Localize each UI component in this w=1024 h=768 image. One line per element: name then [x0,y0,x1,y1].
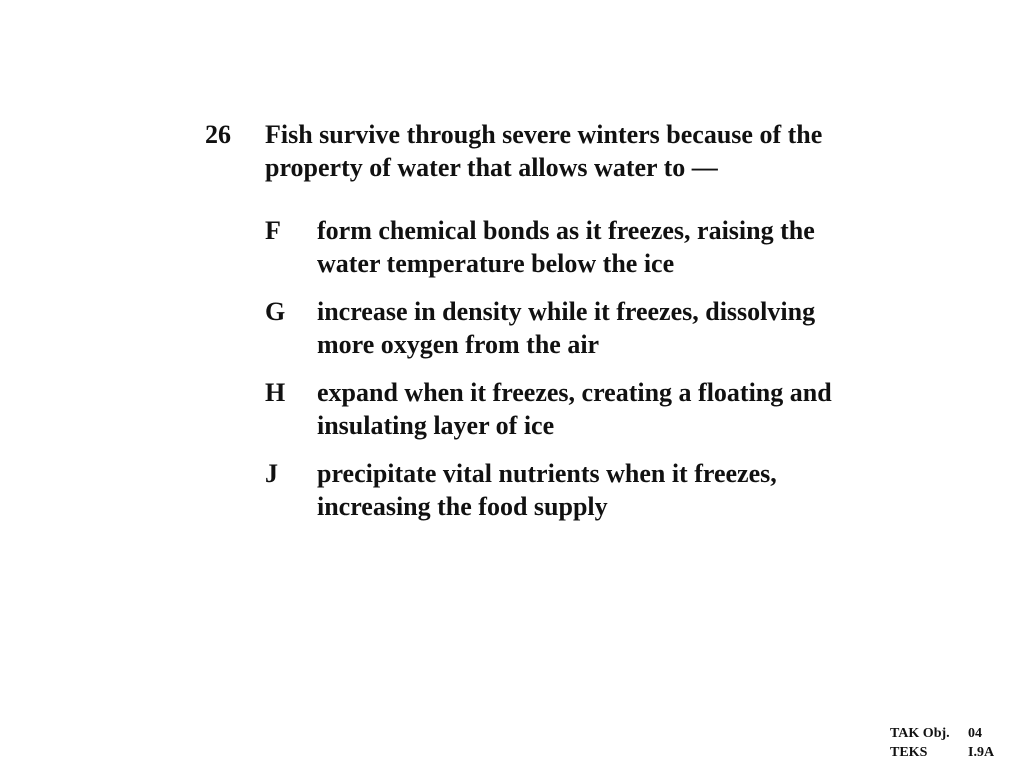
question-stem: Fish survive through severe winters because of the property of water that allows water to — [265,120,823,182]
choice-letter: G [265,297,286,326]
question-header [205,118,865,184]
choice-f [265,214,865,280]
choice-letter: F [265,216,281,245]
choice-j [265,457,865,523]
teks-value: I.9A [968,745,995,760]
choice-letter: J [265,459,278,488]
choice-text: form chemical bonds as it freezes, raising the water temperature below the ice [317,216,815,278]
choice-g [265,295,865,361]
tak-row [890,724,1008,743]
answer-choices [265,214,865,523]
choice-text: expand when it freezes, creating a floating and insulating layer of ice [317,378,832,440]
choice-text: precipitate vital nutrients when it freezes, increasing the food supply [317,459,777,521]
choice-letter: H [265,378,286,407]
tak-label: TAK Obj. [890,726,950,741]
objective-footer [890,724,1008,762]
teks-row [890,743,1008,762]
question-block [205,118,865,538]
teks-label: TEKS [890,745,928,760]
choice-h [265,376,865,442]
tak-value: 04 [968,726,982,741]
choice-text: increase in density while it freezes, dissolving more oxygen from the air [317,297,816,359]
question-number: 26 [205,120,231,149]
